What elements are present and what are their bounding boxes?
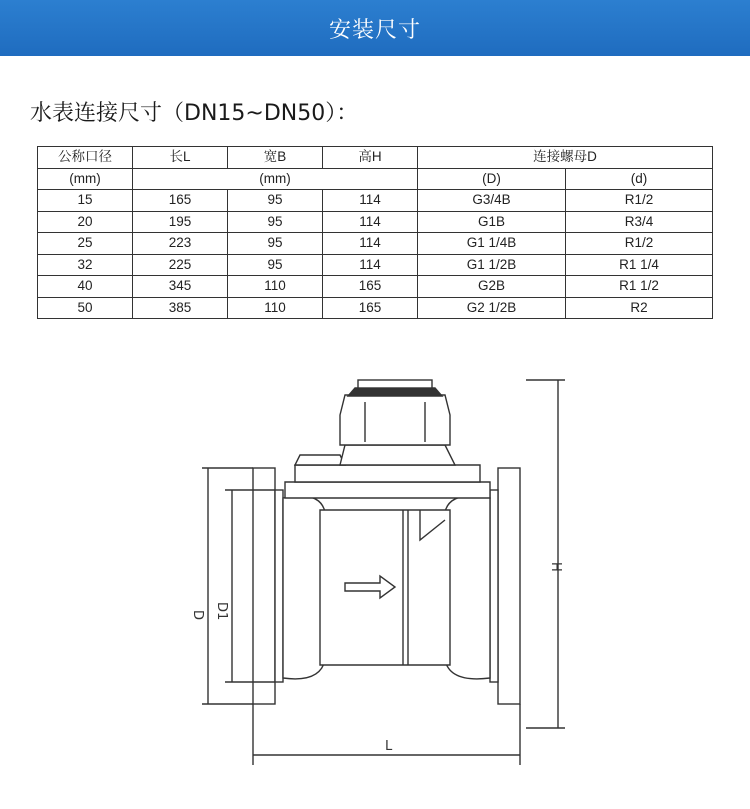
header-width: 宽B [228,147,323,169]
table-cell: 195 [133,211,228,233]
table-cell: 165 [323,297,418,319]
register-head [340,395,450,445]
table-cell: R1/2 [566,233,713,255]
table-cell: 95 [228,254,323,276]
header-connection-nut: 连接螺母D [418,147,713,169]
table-cell: 95 [228,233,323,255]
dimension-label-D: D [190,610,205,621]
dimension-table [37,146,713,319]
table-cell: 165 [133,190,228,212]
header-length: 长L [133,147,228,169]
table-cell: 225 [133,254,228,276]
table-row [38,211,713,233]
unit-dimensions: (mm) [133,168,418,190]
table-cell: R1/2 [566,190,713,212]
table-cell: 345 [133,276,228,298]
unit-nominal: (mm) [38,168,133,190]
water-meter-drawing [180,340,580,780]
table-cell: R1 1/4 [566,254,713,276]
dimension-label-H: H [548,562,563,572]
table-cell: 114 [323,211,418,233]
unit-nut-D: (D) [418,168,566,190]
table-header-row [38,147,713,169]
header-height: 高H [323,147,418,169]
table-cell: G1B [418,211,566,233]
table-cell: R2 [566,297,713,319]
table-cell: 110 [228,276,323,298]
right-flange [498,468,520,704]
table-cell: 32 [38,254,133,276]
table-cell: 114 [323,233,418,255]
table-cell: 165 [323,276,418,298]
table-row [38,254,713,276]
page-title: 安装尺寸 [328,17,421,43]
table-cell: 114 [323,254,418,276]
table-cell: G1 1/2B [418,254,566,276]
table-cell: 95 [228,211,323,233]
header-banner [0,0,750,56]
table-cell: 25 [38,233,133,255]
table-cell: R1 1/2 [566,276,713,298]
table-cell: 95 [228,190,323,212]
table-cell: 110 [228,297,323,319]
table-cell: G1 1/4B [418,233,566,255]
table-cell: G3/4B [418,190,566,212]
table-cell: 50 [38,297,133,319]
table-cell: 223 [133,233,228,255]
left-flange [253,468,275,704]
table-row [38,190,713,212]
unit-nut-d: (d) [566,168,713,190]
header-nominal-diameter: 公称口径 [38,147,133,169]
dimension-label-D1: D1 [214,602,229,621]
table-cell: 40 [38,276,133,298]
table-row [38,276,713,298]
section-title: 水表连接尺寸（DN15~DN50）： [30,101,359,126]
table-cell: 385 [133,297,228,319]
table-unit-row [38,168,713,190]
table-cell: 114 [323,190,418,212]
table-row [38,297,713,319]
table-cell: G2B [418,276,566,298]
table-row [38,233,713,255]
table-cell: G2 1/2B [418,297,566,319]
table-cell: 20 [38,211,133,233]
table-cell: 15 [38,190,133,212]
table-cell: R3/4 [566,211,713,233]
dimension-label-L: L [385,739,393,754]
